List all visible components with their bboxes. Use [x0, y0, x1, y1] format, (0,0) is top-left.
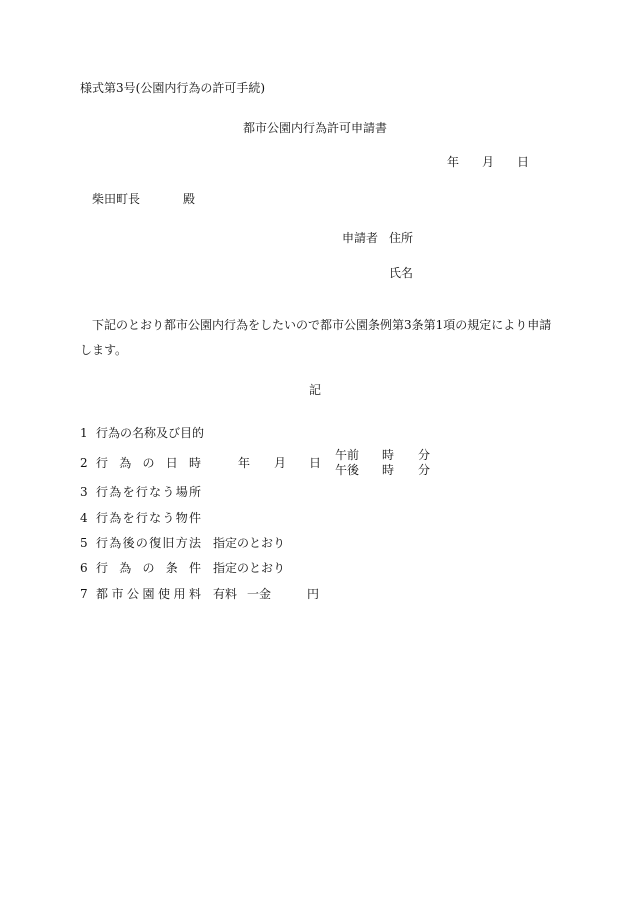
address-label: 住所: [389, 231, 414, 245]
item2-am-hour: 時: [382, 448, 395, 462]
date-year: 年: [447, 155, 460, 169]
item-number: 4: [80, 511, 88, 525]
item2-pm-hour: 時: [382, 463, 395, 477]
item-value: 有料: [213, 587, 238, 601]
form-number: 様式第3号(公園内行為の許可手続): [80, 81, 265, 95]
item-label: 行為を行なう場所: [96, 485, 203, 499]
item2-month: 月: [274, 456, 287, 470]
addressee-name: 柴田町長: [92, 192, 141, 206]
item2-am: 午前: [335, 448, 360, 462]
item7-amount-prefix: 一金: [247, 587, 272, 601]
item-number: 7: [80, 587, 88, 601]
item-number: 6: [80, 561, 88, 575]
item-label: 都市公園使用料: [96, 587, 205, 601]
item-number: 3: [80, 485, 88, 499]
item-value: 指定のとおり: [213, 561, 286, 575]
applicant-label: 申請者: [342, 231, 379, 245]
item2-year: 年: [238, 456, 251, 470]
date-month: 月: [482, 155, 495, 169]
item-label: 行為後の復旧方法: [96, 536, 203, 550]
document-title: 都市公園内行為許可申請書: [242, 121, 387, 135]
item-label: 行為の日時: [96, 456, 213, 470]
item2-pm: 午後: [335, 463, 360, 477]
item-value: 指定のとおり: [213, 536, 286, 550]
body-text: 下記のとおり都市公園内行為をしたいので都市公園条例第3条第1項の規定により申請します。: [80, 318, 552, 357]
ki-heading: 記: [308, 383, 321, 397]
item-number: 2: [80, 456, 88, 470]
item-number: 5: [80, 536, 88, 550]
item-label: 行為を行なう物件: [96, 511, 203, 525]
date-day: 日: [517, 155, 530, 169]
name-label: 氏名: [389, 266, 414, 280]
item-label: 行為の名称及び目的: [96, 426, 205, 440]
item2-am-minute: 分: [418, 448, 431, 462]
item7-unit: 円: [307, 587, 320, 601]
addressee-honorific: 殿: [183, 192, 196, 206]
item2-day: 日: [309, 456, 322, 470]
item-number: 1: [80, 426, 88, 440]
item2-pm-minute: 分: [418, 463, 431, 477]
item-label: 行為の条件: [96, 561, 213, 575]
